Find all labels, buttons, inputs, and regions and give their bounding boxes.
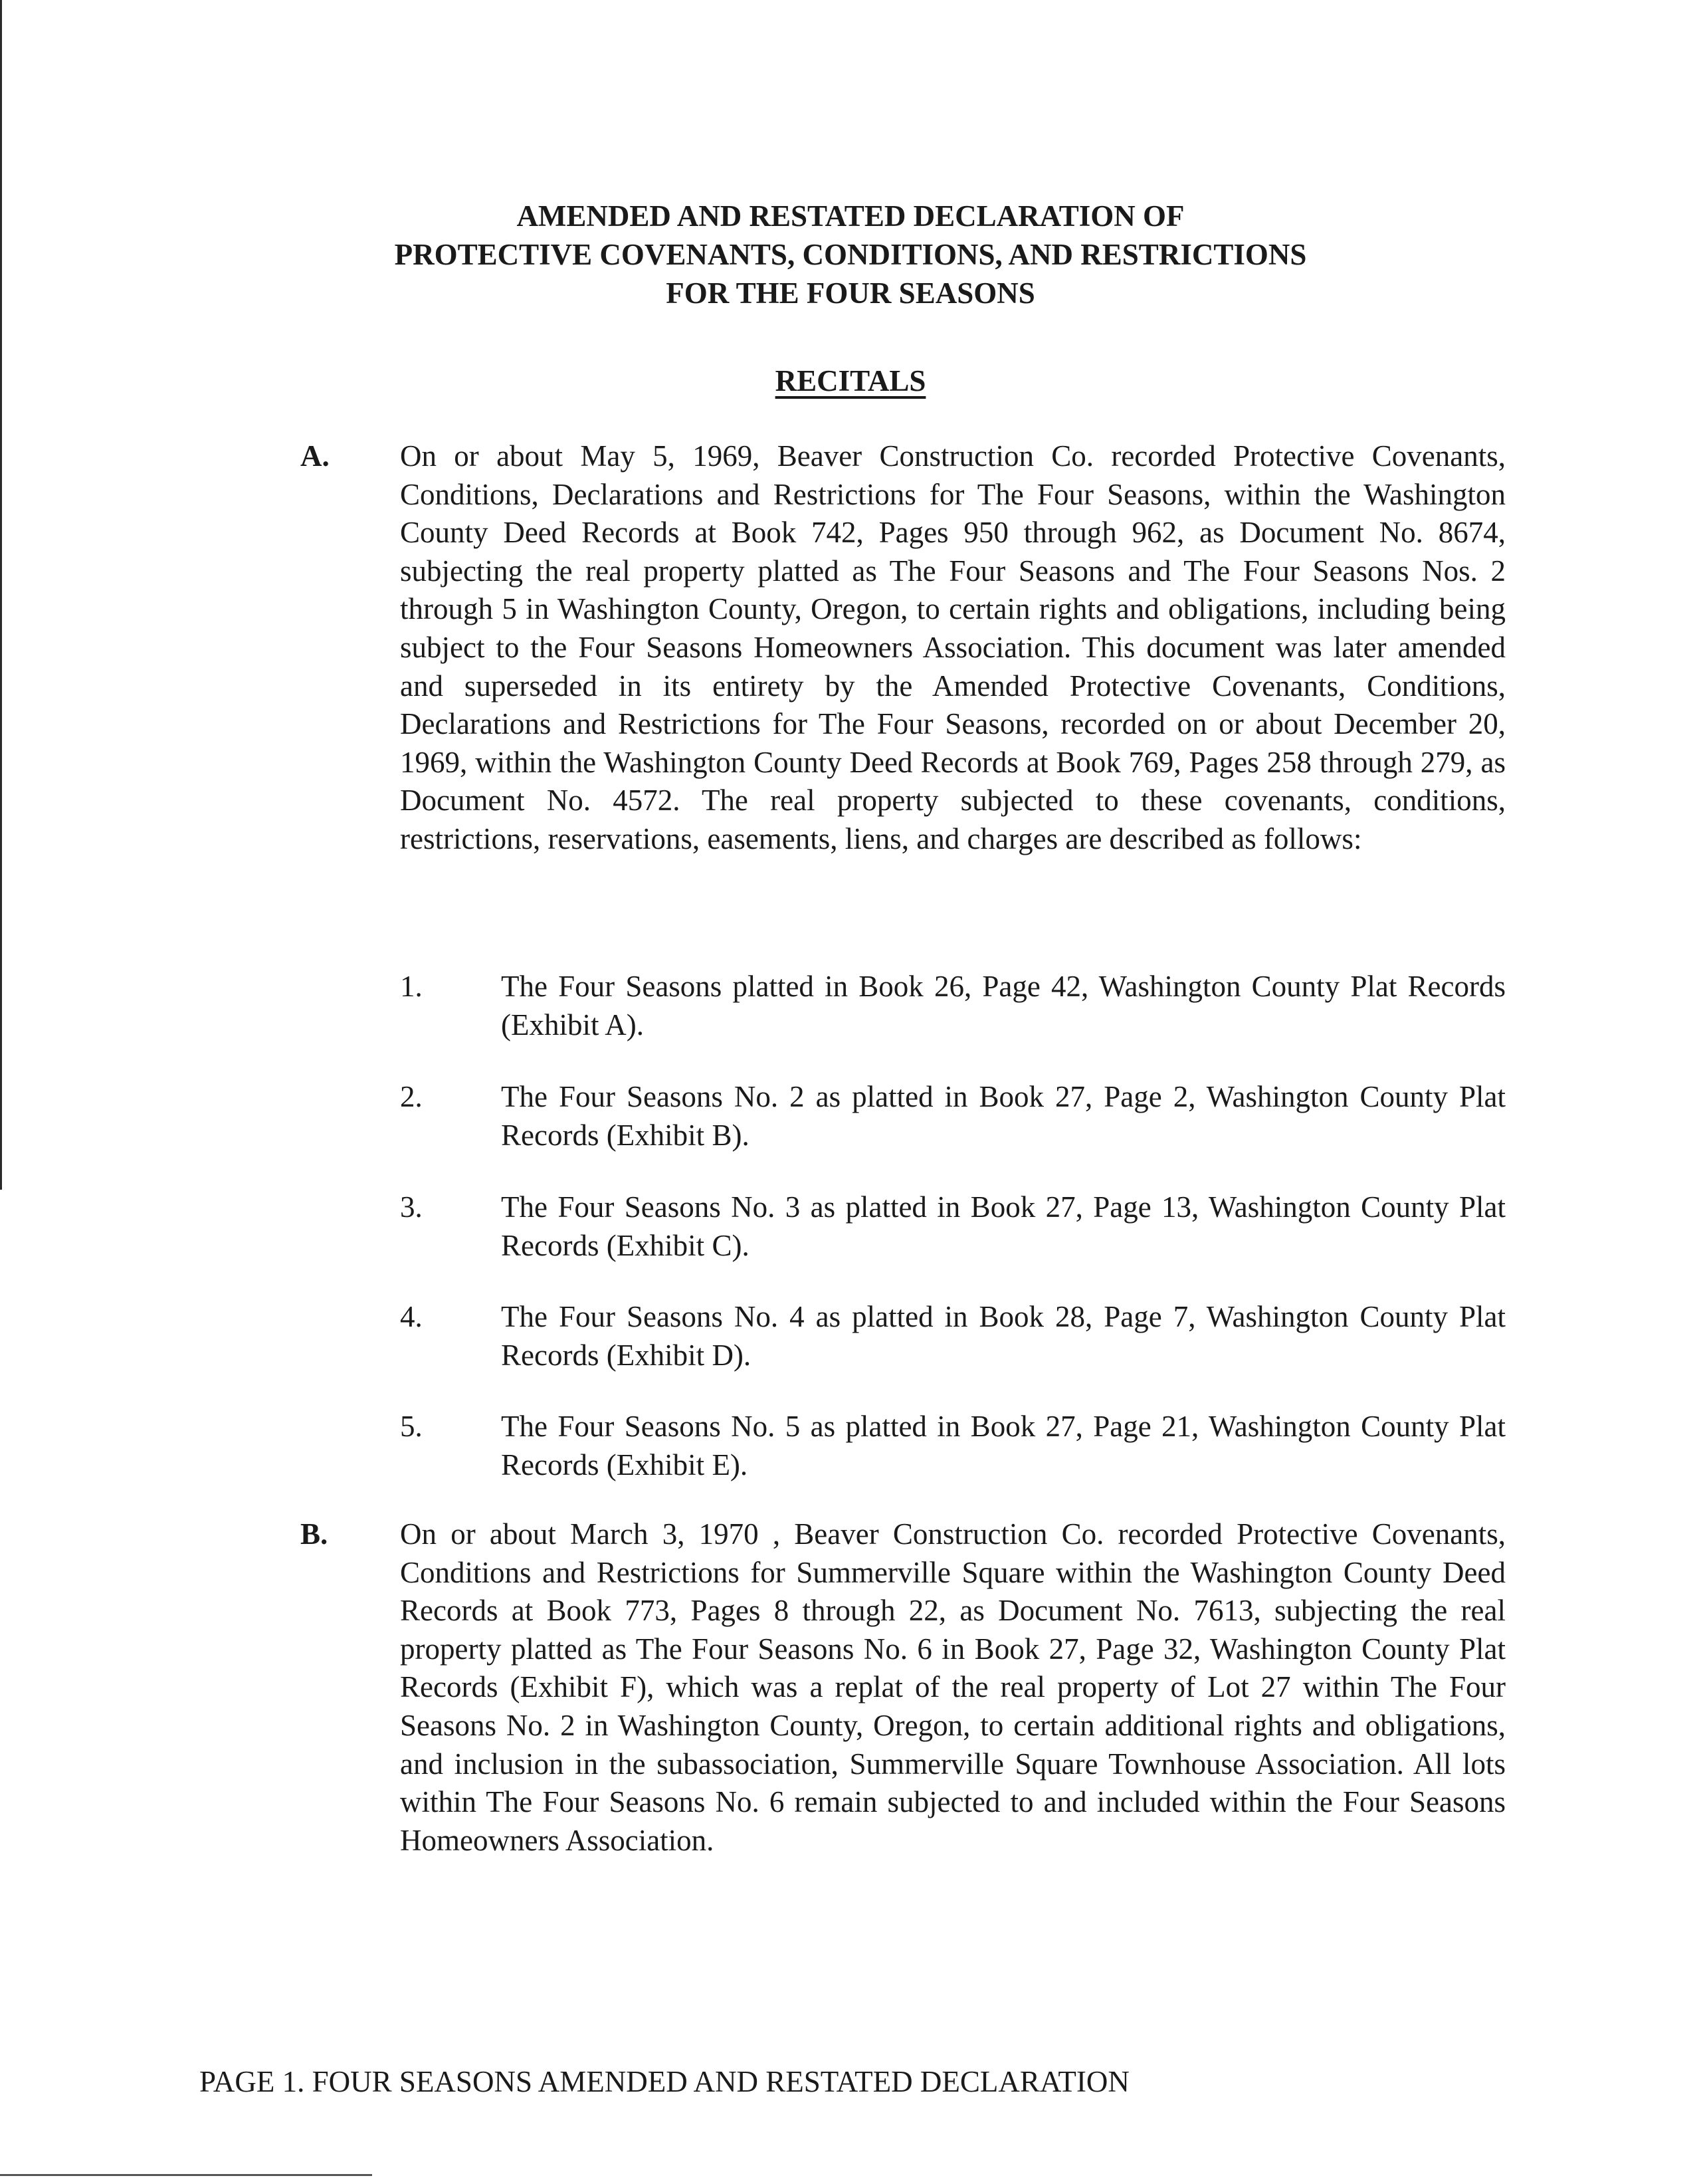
list-item-text: The Four Seasons No. 3 as platted in Book 27, Page 13, Washington County Plat Records (Exhibit C). xyxy=(501,1190,1506,1262)
list-item-number: 5. xyxy=(400,1410,423,1443)
document-title xyxy=(0,197,1701,312)
title-line-3: FOR THE FOUR SEASONS xyxy=(666,276,1035,310)
page-footer: PAGE 1. FOUR SEASONS AMENDED AND RESTATED DECLARATION xyxy=(199,2065,1130,2098)
section-heading-text: RECITALS xyxy=(775,364,926,397)
list-item-text: The Four Seasons No. 2 as platted in Book 27, Page 2, Washington County Plat Records (Exhibit B). xyxy=(501,1080,1506,1152)
title-line-1: AMENDED AND RESTATED DECLARATION OF xyxy=(516,199,1185,233)
paragraph-marker-b: B. xyxy=(300,1517,328,1551)
list-item-number: 2. xyxy=(400,1080,423,1113)
scan-edge-left xyxy=(0,0,2,1190)
paragraph-a-text: On or about May 5, 1969, Beaver Construction Co. recorded Protective Covenants, Conditions, Declarations and Restrictions for The Four Seasons, within the Washington County Deed Records at Book 742, Pages 950 through 962, as Document No. 8674, subjecting the real property platted as The Four Seasons and The Four Seasons Nos. 2 through 5 in Washington County, Oregon, to certain rights and obligations, including being subject to the Four Seasons Homeowners Association. This document was later amended and superseded in its entirety by the Amended Protective Covenants, Conditions, Declarations and Restrictions for The Four Seasons, recorded on or about December 20, 1969, within the Washington County Deed Records at Book 769, Pages 258 through 279, as Document No. 4572. The real property subjected to these covenants, conditions, restrictions, reservations, easements, liens, and charges are described as follows: xyxy=(400,439,1506,855)
title-line-2: PROTECTIVE COVENANTS, CONDITIONS, AND RESTRICTIONS xyxy=(394,238,1307,271)
paragraph-b-text: On or about March 3, 1970 , Beaver Construction Co. recorded Protective Covenants, Conditions and Restrictions for Summerville Square within the Washington County Deed Records at Book 773, Pages 8 through 22, as Document No. 7613, subjecting the real property platted as The Four Seasons No. 6 in Book 27, Page 32, Washington County Plat Records (Exhibit F), which was a replat of the real property of Lot 27 within The Four Seasons No. 2 in Washington County, Oregon, to certain additional rights and obligations, and inclusion in the subassociation, Summerville Square Townhouse Association. All lots within The Four Seasons No. 6 remain subjected to and included within the Four Seasons Homeowners Association. xyxy=(400,1517,1506,1857)
section-heading xyxy=(0,362,1701,400)
list-item-number: 1. xyxy=(400,970,423,1003)
paragraph-marker-a: A. xyxy=(300,439,330,473)
list-item-text: The Four Seasons No. 4 as platted in Book 28, Page 7, Washington County Plat Records (Exhibit D). xyxy=(501,1300,1506,1372)
list-item-number: 4. xyxy=(400,1300,423,1333)
scan-edge-bottom xyxy=(0,2174,372,2176)
list-item-number: 3. xyxy=(400,1190,423,1224)
list-item-text: The Four Seasons No. 5 as platted in Book 27, Page 21, Washington County Plat Records (Exhibit E). xyxy=(501,1410,1506,1481)
list-item-text: The Four Seasons platted in Book 26, Page 42, Washington County Plat Records (Exhibit A). xyxy=(501,970,1506,1041)
